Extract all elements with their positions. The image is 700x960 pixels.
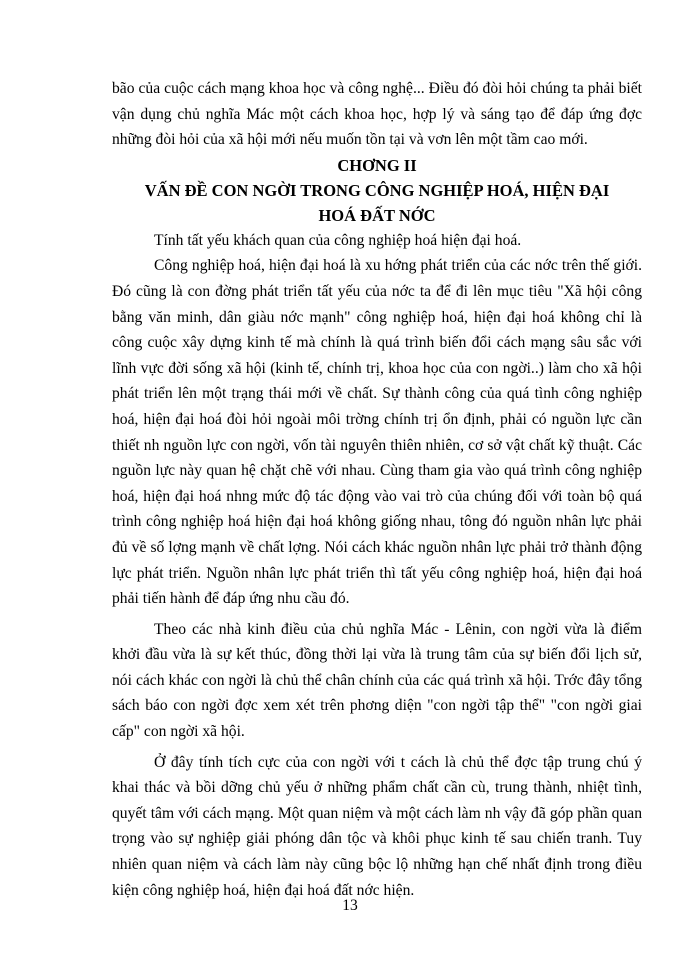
chapter-title-line-1: VẤN ĐỀ CON NGỜI TRONG CÔNG NGHIỆP HOÁ, HIỆN ĐẠI — [144, 180, 610, 200]
body-paragraph-3: Ở đây tính tích cực của con ngời với t cách là chủ thể đợc tập trung chú ý khai thác và bồi dỡng chủ yếu ở những phẩm chất cần cù, trung thành, nhiệt tình, quyết tâm với cách mạng. Một quan niệm và một cách làm nh vậy đã góp phần quan trọng vào sự nghiệp giải phóng dân tộc và khôi phục kinh tế sau chiến tranh. Tuy nhiên quan niệm và cách làm này cũng bộc lộ những hạn chế nhất định trong điều kiện công nghiệp hoá, hiện đại hoá đất nớc hiện. — [112, 753, 642, 899]
chapter-label: CHƠNG II — [337, 155, 417, 175]
page-number: 13 — [342, 897, 358, 914]
document-page — [112, 76, 642, 903]
chapter-title-line-2: HOÁ ĐẤT NỚC — [318, 205, 436, 225]
intro-paragraph: bão của cuộc cách mạng khoa học và công nghệ... Điều đó đòi hỏi chúng ta phải biết vận dụng chủ nghĩa Mác một cách khoa học, hợp lý và sáng tạo để đáp ứng đợc những đòi hỏi của xã hội mới nếu muốn tồn tại và vơn lên một tầm cao mới. — [112, 80, 642, 149]
section-heading: Tính tất yếu khách quan của công nghiệp hoá hiện đại hoá. — [154, 231, 522, 249]
body-paragraph-1: Công nghiệp hoá, hiện đại hoá là xu hớng phát triển của các nớc trên thế giới. Đó cũng là con đờng phát triển tất yếu của nớc ta để đi lên mục tiêu "Xã hội công bằng văn minh, dân giàu nớc mạnh" công nghiệp hoá, hiện đại hoá không chỉ là công cuộc xây dựng kinh tế mà chính là quá trình biến đổi cách mạng sâu sắc với lĩnh vực đời sống xã hội (kinh tế, chính trị, khoa học của con ngời..) làm cho xã hội phát triển lên một trạng thái mới về chất. Sự thành công của quá tình công nghiệp hoá, hiện đại hoá đòi hỏi ngoài môi trờng chính trị ổn định, phải có nguồn lực cần thiết nh nguồn lực con ngời, vốn tài nguyên thiên nhiên, cơ sở vật chất kỹ thuật. Các nguồn lực này quan hệ chặt chẽ với nhau. Cùng tham gia vào quá trình công nghiệp hoá, hiện đại hoá nhng mức độ tác động vào vai trò của chúng đối với toàn bộ quá trình công nghiệp hoá hiện đại hoá không giống nhau, tông đó nguồn nhân lực phải đủ về số lợng mạnh về chất lợng. Nói cách khác nguồn nhân lực phải trở thành động lực phát triển. Nguồn nhân lực phát triển thì tất yếu công nghiệp hoá, hiện đại hoá phải tiến hành để đáp ứng nhu cầu đó. — [112, 257, 642, 608]
body-paragraph-2: Theo các nhà kinh điều của chủ nghĩa Mác - Lênin, con ngời vừa là điểm khởi đầu vừa là sự kết thúc, đồng thời lại vừa là trung tâm của sự biến đổi lịch sử, nói cách khác con ngời là chủ thể chân chính của các quá trình xã hội. Trớc đây tổng sách báo con ngời đợc xem xét trên phơng diện "con ngời tập thể" "con ngời giai cấp" con ngời xã hội. — [112, 620, 642, 741]
